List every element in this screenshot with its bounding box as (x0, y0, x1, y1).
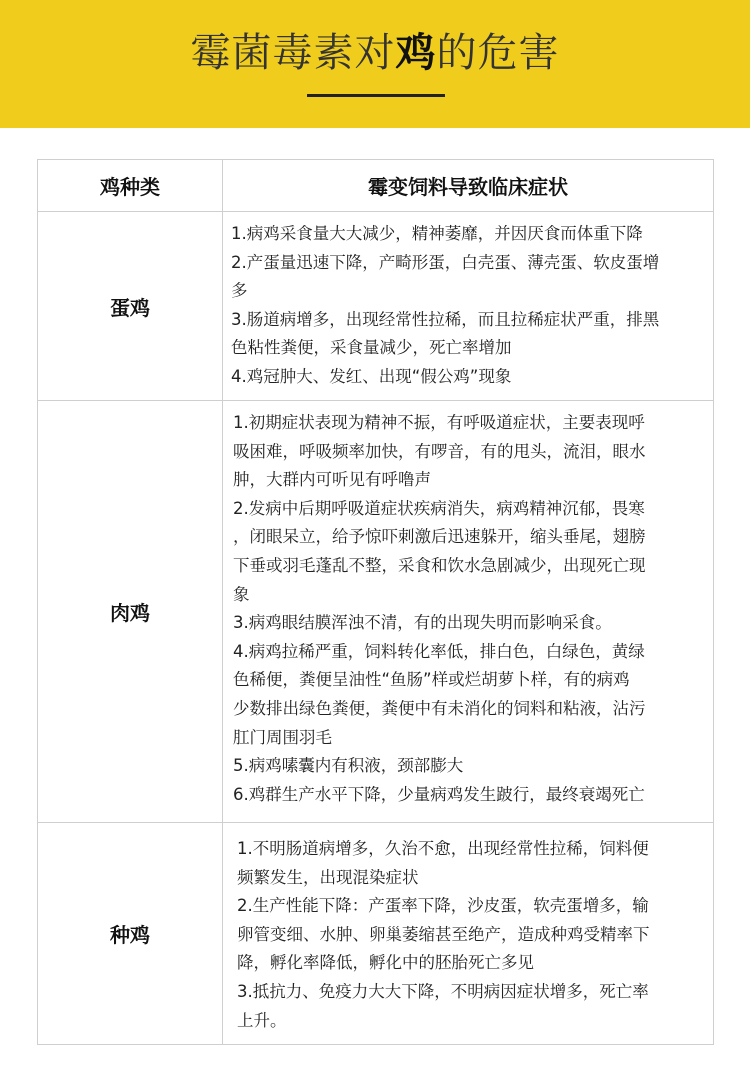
symptom-cell (223, 401, 714, 823)
chicken-type-label: 蛋鸡 (38, 212, 223, 401)
page-title (0, 26, 750, 80)
chicken-type-label: 种鸡 (38, 823, 223, 1045)
symptom-line: 4.鸡冠肿大、发红、出现“假公鸡”现象 (231, 366, 512, 386)
table-header-row (38, 160, 714, 212)
header-chicken-type: 鸡种类 (38, 160, 223, 212)
symptom-line: ，闭眼呆立，给予惊吓刺激后迅速躲开，缩头垂尾，翅膀 (233, 527, 646, 547)
symptom-line: 6.鸡群生产水平下降，少量病鸡发生跛行，最终衰竭死亡 (233, 784, 645, 804)
symptom-line: 2.产蛋量迅速下降，产畸形蛋，白壳蛋、薄壳蛋、软皮蛋增 (231, 252, 660, 272)
title-emphasis: 鸡 (395, 30, 437, 76)
symptom-line: 色稀便，粪便呈油性“鱼肠”样或烂胡萝卜样，有的病鸡 (233, 670, 630, 690)
title-banner (0, 0, 750, 128)
symptom-line: 4.病鸡拉稀严重，饲料转化率低，排白色，白绿色，黄绿 (233, 641, 645, 661)
symptom-line: 降，孵化率降低，孵化中的胚胎死亡多见 (237, 953, 534, 973)
symptom-line: 2.发病中后期呼吸道症状疾病消失，病鸡精神沉郁，畏寒 (233, 498, 645, 518)
title-part-2: 的危害 (436, 30, 560, 76)
table-row-broiler (38, 401, 714, 823)
symptom-line: 3.肠道病增多，出现经常性拉稀，而且拉稀症状严重，排黑 (231, 309, 660, 329)
title-part-1: 霉菌毒素对 (190, 30, 396, 76)
title-underline (307, 94, 445, 97)
chicken-type-label: 肉鸡 (38, 401, 223, 823)
symptom-line: 5.病鸡嗉囊内有积液，颈部膨大 (233, 756, 464, 776)
symptom-line: 色粘性粪便，采食量减少，死亡率增加 (231, 338, 512, 358)
symptom-cell (223, 823, 714, 1045)
symptom-line: 1.不明肠道病增多，久治不愈，出现经常性拉稀，饲料便 (237, 839, 649, 858)
symptom-line: 少数排出绿色粪便，粪便中有未消化的饲料和粘液，沾污 (233, 698, 646, 718)
symptom-line: 3.病鸡眼结膜浑浊不清，有的出现失明而影响采食。 (233, 613, 612, 633)
symptom-line: 频繁发生，出现混染症状 (237, 867, 419, 887)
symptom-line: 肿，大群内可听见有呼噜声 (233, 470, 431, 490)
symptom-line: 1.初期症状表现为精神不振，有呼吸道症状，主要表现呼 (233, 413, 645, 432)
symptom-line: 2.生产性能下降：产蛋率下降，沙皮蛋，软壳蛋增多，输 (237, 896, 649, 916)
symptom-line: 下垂或羽毛蓬乱不整，采食和饮水急剧减少，出现死亡现 (233, 555, 646, 575)
symptom-line: 卵管变细、水肿、卵巢萎缩甚至绝产，造成种鸡受精率下 (237, 924, 650, 944)
header-symptoms: 霉变饲料导致临床症状 (223, 160, 714, 212)
symptom-line: 肛门周围羽毛 (233, 727, 332, 747)
table-row-layer (38, 212, 714, 401)
symptom-line: 多 (231, 281, 248, 301)
symptom-line: 上升。 (237, 1010, 287, 1030)
table-row-breeder (38, 823, 714, 1045)
symptom-cell (223, 212, 714, 401)
symptom-line: 吸困难，呼吸频率加快，有啰音，有的甩头，流泪，眼水 (233, 441, 646, 461)
symptom-line: 1.病鸡采食量大大减少，精神萎靡，并因厌食而体重下降 (231, 224, 643, 243)
symptom-line: 象 (233, 584, 250, 604)
symptom-line: 3.抵抗力、免疫力大大下降，不明病因症状增多，死亡率 (237, 981, 649, 1001)
symptom-table (37, 159, 714, 1045)
